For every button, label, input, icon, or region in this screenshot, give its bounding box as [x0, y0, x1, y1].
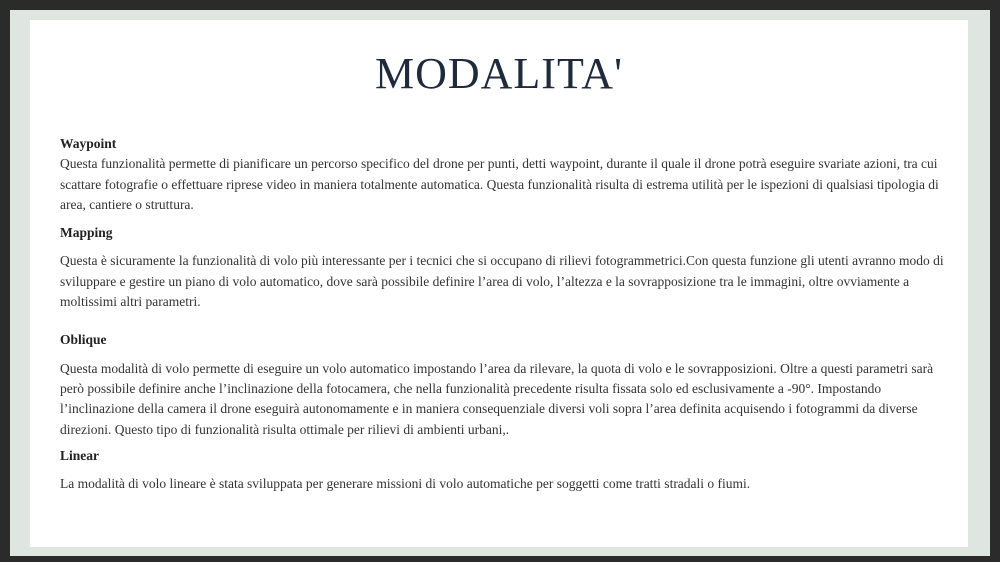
section-heading-oblique: Oblique	[60, 332, 107, 348]
section-text-waypoint: Questa funzionalità permette di pianificare un percorso specifico del drone per punti, detti waypoint, durante il quale il drone potrà eseguire svariate azioni, tra cui scattare fotografie o effettuare riprese video in maniera totalmente automatica. Questa funzionalità risulta di estrema utilità per le ispezioni di qualsiasi tipologia di area, cantiere o struttura.	[60, 156, 939, 212]
section-heading-mapping: Mapping	[60, 225, 113, 241]
section-heading-waypoint: Waypoint	[60, 136, 117, 151]
section-text-mapping: Questa è sicuramente la funzionalità di volo più interessante per i tecnici che si occupano di rilievi fotogrammetrici.Con questa funzione gli utenti avranno modo di sviluppare e gestire un piano di volo automatico, dove sarà possibile definire l’area di volo, l’altezza e la sovrapposizione tra le immagini, oltre ovviamente a moltissimi altri parametri.	[60, 253, 944, 310]
section-text-linear: La modalità di volo lineare è stata sviluppata per generare missioni di volo automatiche per soggetti come tratti stradali o fiumi.	[60, 476, 751, 492]
section-text-oblique: Questa modalità di volo permette di eseguire un volo automatico impostando l’area da rilevare, la quota di volo e le sovrapposizioni. Oltre a questi parametri sarà però possibile definire anche l’inclinazione della fotocamera, che nella funzionalità precedente risulta fissata solo ed esclusivamente a -90°. Impostando l’inclinazione della camera il drone eseguirà autonomamente e in maniera consequenziale diversi voli sopra l’area definita acquisendo i fotogrammi da diverse direzioni. Questo tipo di funzionalità risulta ottimale per rilievi di ambienti urbani,.	[60, 360, 934, 437]
slide-frame	[10, 10, 990, 556]
slide-content	[60, 134, 950, 494]
slide	[30, 20, 968, 547]
slide-title: MODALITA'	[374, 49, 624, 98]
section-heading-linear: Linear	[60, 447, 99, 463]
